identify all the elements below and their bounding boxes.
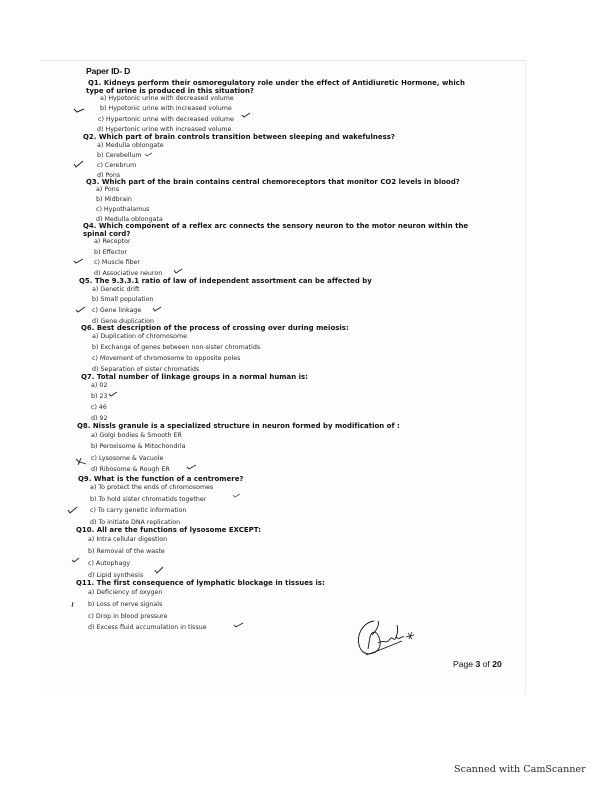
checkmark-icon (173, 268, 183, 274)
checkmark-icon (186, 464, 197, 470)
question-1-line2: type of urine is produced in this situation? (86, 87, 254, 95)
q4-option-a: a) Receptor (94, 238, 131, 245)
q11-option-b: b) Loss of nerve signals (88, 601, 163, 608)
q1-option-b: b) Hypotonic urine with increased volume (100, 105, 232, 112)
q7-option-b: b) 23 (91, 393, 108, 400)
question-11: Q11. The first consequence of lymphatic blockage in tissues is: (76, 579, 325, 587)
question-4-line2: spinal cord? (83, 230, 131, 238)
q3-option-b: b) Midbrain (96, 196, 132, 203)
q3-option-c: c) Hypothalamus (96, 206, 150, 213)
checkmark-icon (73, 160, 84, 168)
question-2: Q2. Which part of brain controls transition between sleeping and wakefulness? (83, 133, 395, 141)
q9-option-b: b) To hold sister chromatids together (90, 496, 207, 503)
checkmark-icon (108, 391, 118, 397)
signature (352, 615, 422, 659)
checkmark-icon (152, 306, 162, 312)
q5-option-c: c) Gene linkage (92, 307, 142, 314)
checkmark-icon (71, 557, 80, 563)
q5-option-a: a) Genetic drift (92, 286, 140, 293)
checkmark-icon (233, 622, 244, 628)
page-total: 20 (492, 659, 502, 669)
q10-option-c: c) Autophagy (88, 560, 131, 567)
checkmark-icon (154, 566, 164, 574)
question-7: Q7. Total number of linkage groups in a normal human is: (81, 373, 308, 381)
q6-option-a: a) Duplication of chromosome (92, 333, 187, 340)
checkmark-icon (67, 506, 78, 514)
page-current: 3 (475, 659, 481, 669)
checkmark-icon (144, 152, 153, 157)
q2-option-a: a) Medulla oblongate (97, 142, 164, 149)
q5-option-b: b) Small population (92, 296, 154, 303)
q9-option-c: c) To carry genetic information (90, 507, 187, 514)
q9-option-d: d) To initiate DNA replication (90, 519, 181, 526)
question-10: Q10. All are the functions of lysosome EXCEPT: (76, 526, 261, 534)
q4-option-d: d) Associative neuron (94, 270, 163, 277)
q2-option-d: d) Pons (97, 172, 121, 179)
question-9: Q9. What is the function of a centromere? (78, 475, 244, 483)
q11-option-d: d) Excess fluid accumulation in tissue (88, 624, 207, 631)
q7-option-a: a) 02 (91, 382, 108, 389)
q1-option-c: c) Hypertonic urine with decreased volume (98, 116, 234, 123)
question-5: Q5. The 9.3.3.1 ratio of law of independent assortment can be affected by (79, 277, 372, 285)
q10-option-a: a) Intra cellular digestion (88, 536, 168, 543)
q1-option-a: a) Hypotonic urine with decreased volume (100, 95, 234, 102)
question-4: Q4. Which component of a reflex arc connects the sensory neuron to the motor neuron within the (83, 222, 469, 230)
q8-option-a: a) Golgi bodies & Smooth ER (91, 432, 182, 439)
q9-option-a: a) To protect the ends of chromosomes (90, 484, 214, 491)
q10-option-d: d) Lipid synthesis (88, 572, 144, 579)
q2-option-b: b) Cerebellum (97, 152, 142, 159)
page-number (453, 659, 502, 669)
q6-option-c: c) Movement of chromosome to opposite poles (92, 355, 241, 362)
q3-option-d: d) Medulla oblongata (96, 216, 163, 223)
checkmark-icon (73, 107, 85, 113)
q6-option-d: d) Separation of sister chromatids (92, 366, 200, 373)
q11-option-a: a) Deficiency of oxygen (88, 589, 163, 596)
checkmark-icon (232, 493, 241, 498)
pen-stroke-icon (71, 601, 75, 608)
q5-option-d: d) Gene duplication (92, 318, 154, 325)
checkmark-icon (75, 455, 87, 467)
question-6: Q6. Best description of the process of crossing over during meiosis: (81, 324, 349, 332)
q6-option-b: b) Exchange of genes between non-sister chromatids (92, 344, 261, 351)
scanner-watermark: Scanned with CamScanner (454, 764, 586, 775)
q10-option-b: b) Removal of the waste (88, 548, 165, 555)
q2-option-c: c) Cerebrum (97, 162, 137, 169)
q8-option-d: d) Ribosome & Rough ER (91, 466, 170, 473)
paper-id: Paper ID- D (86, 66, 131, 76)
q1-option-d: d) Hypertonic urine with increased volume (97, 126, 232, 133)
q11-option-c: c) Drop in blood pressure (88, 613, 168, 620)
q4-option-c: c) Muscle fiber (94, 259, 141, 266)
q7-option-c: c) 46 (91, 404, 107, 411)
question-3: Q3. Which part of the brain contains central chemoreceptors that monitor CO2 levels in blood? (86, 178, 460, 186)
q8-option-c: c) Lysosome & Vacuole (91, 455, 164, 462)
question-8: Q8. Nissls granule is a specialized structure in neuron formed by modification of : (77, 422, 400, 430)
checkmark-icon (241, 112, 251, 118)
page-middle: of (480, 659, 493, 669)
q3-option-a: a) Pons (96, 186, 120, 193)
q8-option-b: b) Peroxisome & Mitochondria (91, 443, 186, 450)
checkmark-icon (73, 258, 84, 264)
page-prefix: Page (453, 659, 476, 669)
q4-option-b: b) Effector (94, 249, 128, 256)
question-1: Q1. Kidneys perform their osmoregulatory role under the effect of Antidiuretic Hormone, which (88, 79, 465, 87)
q7-option-d: d) 92 (91, 415, 108, 422)
checkmark-icon (75, 306, 86, 313)
